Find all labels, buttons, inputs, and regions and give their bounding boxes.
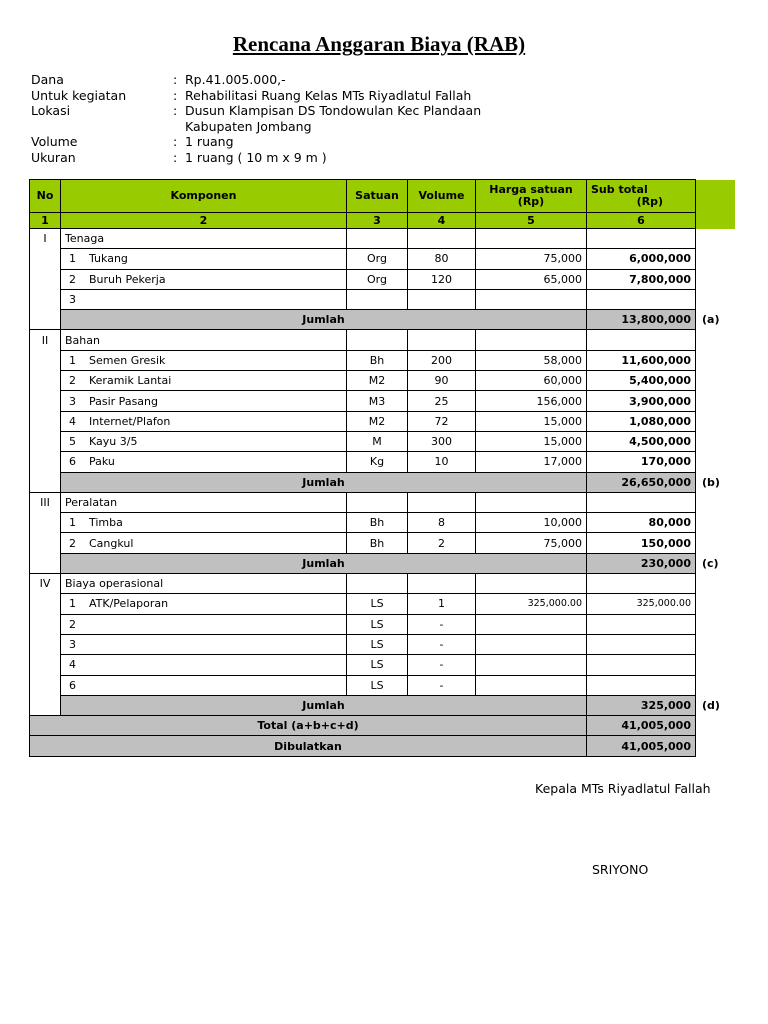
- row-spacer: [696, 330, 736, 350]
- no-cell: [30, 249, 61, 269]
- item-harga: 15,000: [476, 431, 587, 451]
- item-komponen: [61, 289, 347, 309]
- info-row: [31, 88, 481, 104]
- item-volume: -: [408, 614, 476, 634]
- row-spacer: [696, 574, 736, 594]
- info-row: [31, 103, 481, 119]
- item-volume: -: [408, 634, 476, 654]
- item-volume: -: [408, 655, 476, 675]
- item-number: 2: [69, 272, 76, 286]
- empty-cell: [408, 229, 476, 249]
- item-harga: 156,000: [476, 391, 587, 411]
- item-subtotal: 11,600,000: [587, 350, 696, 370]
- jumlah-row: [30, 310, 736, 330]
- section-row: [30, 492, 736, 512]
- jumlah-value: 13,800,000: [587, 310, 696, 330]
- project-info: [31, 72, 481, 165]
- item-harga: [476, 634, 587, 654]
- jumlah-value: 325,000: [587, 695, 696, 715]
- no-cell: [30, 310, 61, 330]
- column-number-row: [30, 213, 736, 229]
- header-harga: [476, 180, 587, 213]
- row-spacer: [696, 594, 736, 614]
- item-harga: 75,000: [476, 533, 587, 553]
- row-spacer: [696, 350, 736, 370]
- info-row: [31, 134, 481, 150]
- empty-cell: [347, 330, 408, 350]
- row-spacer: [696, 492, 736, 512]
- no-cell: [30, 533, 61, 553]
- item-name: Buruh Pekerja: [89, 272, 166, 286]
- item-number: 6: [69, 678, 76, 692]
- empty-cell: [587, 330, 696, 350]
- item-subtotal: [587, 675, 696, 695]
- col-number: 5: [476, 213, 587, 229]
- item-harga: 15,000: [476, 411, 587, 431]
- item-harga: [476, 675, 587, 695]
- budget-table: [29, 179, 736, 757]
- header-subtotal-line1: Sub total: [591, 183, 648, 196]
- item-subtotal: [587, 655, 696, 675]
- info-value: 1 ruang ( 10 m x 9 m ): [185, 149, 327, 165]
- row-spacer: [696, 675, 736, 695]
- item-satuan: Org: [347, 249, 408, 269]
- no-cell: [30, 614, 61, 634]
- item-komponen: [61, 594, 347, 614]
- item-komponen: [61, 371, 347, 391]
- item-subtotal: 7,800,000: [587, 269, 696, 289]
- info-row: [31, 72, 481, 88]
- jumlah-row: [30, 553, 736, 573]
- jumlah-tag: (b): [702, 475, 720, 489]
- item-komponen: [61, 452, 347, 472]
- item-name: Keramik Lantai: [89, 374, 172, 388]
- item-volume: 72: [408, 411, 476, 431]
- rounded-label: Dibulatkan: [30, 736, 587, 756]
- item-komponen: [61, 391, 347, 411]
- no-cell: [30, 269, 61, 289]
- item-satuan: M: [347, 431, 408, 451]
- item-volume: 200: [408, 350, 476, 370]
- item-komponen: [61, 655, 347, 675]
- table-row: [30, 289, 736, 309]
- item-volume: -: [408, 675, 476, 695]
- item-volume: 8: [408, 513, 476, 533]
- empty-cell: [587, 492, 696, 512]
- empty-cell: [476, 229, 587, 249]
- item-volume: 300: [408, 431, 476, 451]
- item-satuan: Bh: [347, 513, 408, 533]
- item-subtotal: 80,000: [587, 513, 696, 533]
- section-row: [30, 229, 736, 249]
- item-satuan: LS: [347, 634, 408, 654]
- empty-cell: [476, 330, 587, 350]
- item-harga: 58,000: [476, 350, 587, 370]
- row-spacer: [696, 229, 736, 249]
- item-satuan: LS: [347, 594, 408, 614]
- item-subtotal: [587, 634, 696, 654]
- item-name: Internet/Plafon: [89, 414, 171, 428]
- total-row: [30, 716, 736, 736]
- row-spacer: [696, 452, 736, 472]
- row-spacer: [696, 716, 736, 736]
- item-satuan: [347, 289, 408, 309]
- table-row: [30, 249, 736, 269]
- row-spacer: [696, 269, 736, 289]
- empty-cell: [347, 229, 408, 249]
- info-value: Dusun Klampisan DS Tondowulan Kec Plandaan: [185, 103, 482, 118]
- item-harga: 17,000: [476, 452, 587, 472]
- jumlah-label: Jumlah: [61, 695, 587, 715]
- col-number: 6: [587, 213, 696, 229]
- item-subtotal: 170,000: [587, 452, 696, 472]
- header-satuan: Satuan: [347, 180, 408, 213]
- rounded-value: 41,005,000: [587, 736, 696, 756]
- item-satuan: M2: [347, 411, 408, 431]
- header-spacer: [696, 180, 736, 213]
- jumlah-label: Jumlah: [61, 472, 587, 492]
- col-number: 2: [61, 213, 347, 229]
- empty-cell: [347, 492, 408, 512]
- item-number: 2: [69, 374, 76, 388]
- info-row: [31, 150, 481, 166]
- item-number: 1: [69, 353, 76, 367]
- item-subtotal: 3,900,000: [587, 391, 696, 411]
- no-cell: [30, 289, 61, 309]
- info-colon: :: [173, 103, 178, 118]
- row-spacer: [696, 431, 736, 451]
- table-row: [30, 371, 736, 391]
- table-row: [30, 513, 736, 533]
- item-harga: 75,000: [476, 249, 587, 269]
- item-satuan: M3: [347, 391, 408, 411]
- info-colon: :: [173, 149, 178, 165]
- item-komponen: [61, 431, 347, 451]
- no-cell: [30, 431, 61, 451]
- item-harga: [476, 289, 587, 309]
- section-number: IV: [30, 574, 61, 594]
- item-volume: 2: [408, 533, 476, 553]
- header-subtotal-line2: (Rp): [636, 195, 663, 208]
- section-name: Biaya operasional: [61, 574, 347, 594]
- item-number: 1: [69, 252, 76, 266]
- info-value: 1 ruang: [185, 134, 234, 149]
- row-spacer: [696, 249, 736, 269]
- no-cell: [30, 695, 61, 715]
- header-harga-line1: Harga satuan: [489, 183, 573, 196]
- item-name: Semen Gresik: [89, 353, 166, 367]
- table-row: [30, 614, 736, 634]
- table-row: [30, 391, 736, 411]
- info-row: [31, 119, 481, 135]
- table-row: [30, 431, 736, 451]
- item-subtotal: 5,400,000: [587, 371, 696, 391]
- no-cell: [30, 675, 61, 695]
- table-row: [30, 269, 736, 289]
- item-number: 6: [69, 455, 76, 469]
- item-number: 5: [69, 435, 76, 449]
- header-komponen: Komponen: [61, 180, 347, 213]
- item-satuan: Bh: [347, 533, 408, 553]
- info-colon: :: [173, 134, 178, 149]
- header-volume: Volume: [408, 180, 476, 213]
- header-harga-line2: (Rp): [517, 195, 545, 208]
- item-volume: [408, 289, 476, 309]
- row-spacer: [696, 371, 736, 391]
- info-label: Ukuran: [31, 149, 76, 165]
- item-number: 3: [69, 638, 76, 652]
- item-subtotal: 325,000.00: [587, 594, 696, 614]
- item-volume: 120: [408, 269, 476, 289]
- info-colon: :: [173, 72, 178, 87]
- item-komponen: [61, 533, 347, 553]
- item-subtotal: 1,080,000: [587, 411, 696, 431]
- total-value: 41,005,000: [587, 716, 696, 736]
- item-satuan: LS: [347, 655, 408, 675]
- item-volume: 10: [408, 452, 476, 472]
- section-number: II: [30, 330, 61, 350]
- header-no: No: [30, 180, 61, 213]
- item-name: Cangkul: [89, 536, 134, 550]
- rounded-row: [30, 736, 736, 756]
- item-volume: 80: [408, 249, 476, 269]
- jumlah-row: [30, 472, 736, 492]
- table-row: [30, 655, 736, 675]
- item-name: Paku: [89, 455, 115, 469]
- item-satuan: LS: [347, 614, 408, 634]
- no-cell: [30, 553, 61, 573]
- jumlah-tag: (c): [702, 556, 719, 570]
- item-harga: [476, 614, 587, 634]
- item-satuan: Org: [347, 269, 408, 289]
- item-harga: 60,000: [476, 371, 587, 391]
- no-cell: [30, 371, 61, 391]
- section-name: Tenaga: [61, 229, 347, 249]
- item-volume: 90: [408, 371, 476, 391]
- item-number: 3: [69, 293, 76, 307]
- empty-cell: [476, 492, 587, 512]
- item-satuan: Kg: [347, 452, 408, 472]
- item-number: 2: [69, 536, 76, 550]
- item-subtotal: 4,500,000: [587, 431, 696, 451]
- table-row: [30, 594, 736, 614]
- no-cell: [30, 472, 61, 492]
- no-cell: [30, 655, 61, 675]
- header-subtotal: [587, 180, 696, 213]
- empty-cell: [408, 330, 476, 350]
- table-row: [30, 634, 736, 654]
- item-komponen: [61, 513, 347, 533]
- item-komponen: [61, 411, 347, 431]
- row-spacer: [696, 411, 736, 431]
- jumlah-value: 26,650,000: [587, 472, 696, 492]
- item-number: 1: [69, 597, 76, 611]
- section-number: I: [30, 229, 61, 249]
- jumlah-row: [30, 695, 736, 715]
- item-subtotal: [587, 614, 696, 634]
- jumlah-tag: (d): [702, 698, 720, 712]
- row-spacer: [696, 289, 736, 309]
- item-name: ATK/Pelaporan: [89, 597, 169, 611]
- signature-name: SRIYONO: [592, 862, 649, 877]
- item-number: 4: [69, 658, 76, 672]
- table-row: [30, 411, 736, 431]
- info-label: Untuk kegiatan: [31, 87, 127, 103]
- info-colon: :: [173, 87, 178, 103]
- row-spacer: [696, 533, 736, 553]
- empty-cell: [476, 574, 587, 594]
- section-number: III: [30, 492, 61, 512]
- item-subtotal: 150,000: [587, 533, 696, 553]
- jumlah-label: Jumlah: [61, 310, 587, 330]
- section-row: [30, 574, 736, 594]
- signature-role: Kepala MTs Riyadlatul Fallah: [535, 781, 711, 796]
- item-name: Pasir Pasang: [89, 394, 158, 408]
- section-name: Bahan: [61, 330, 347, 350]
- col-number-spacer: [696, 213, 736, 229]
- section-name: Peralatan: [61, 492, 347, 512]
- jumlah-value: 230,000: [587, 553, 696, 573]
- item-komponen: [61, 269, 347, 289]
- total-label: Total (a+b+c+d): [30, 716, 587, 736]
- empty-cell: [587, 229, 696, 249]
- jumlah-tag: (a): [702, 313, 720, 327]
- no-cell: [30, 452, 61, 472]
- item-subtotal: 6,000,000: [587, 249, 696, 269]
- item-subtotal: [587, 289, 696, 309]
- item-satuan: Bh: [347, 350, 408, 370]
- table-row: [30, 452, 736, 472]
- item-harga: 325,000.00: [476, 594, 587, 614]
- item-number: 1: [69, 516, 76, 530]
- row-spacer: [696, 513, 736, 533]
- item-komponen: [61, 249, 347, 269]
- no-cell: [30, 391, 61, 411]
- item-harga: 65,000: [476, 269, 587, 289]
- item-satuan: M2: [347, 371, 408, 391]
- info-label: Dana: [31, 72, 64, 87]
- table-row: [30, 675, 736, 695]
- item-name: Tukang: [89, 252, 128, 266]
- row-spacer: [696, 655, 736, 675]
- item-name: Timba: [89, 516, 123, 530]
- table-header-row: [30, 180, 736, 213]
- item-komponen: [61, 350, 347, 370]
- document-title: Rencana Anggaran Biaya (RAB): [232, 32, 526, 56]
- no-cell: [30, 594, 61, 614]
- info-value: Rp.41.005.000,-: [185, 72, 286, 87]
- col-number: 4: [408, 213, 476, 229]
- row-spacer: [696, 736, 736, 756]
- item-name: Kayu 3/5: [89, 435, 138, 449]
- item-satuan: LS: [347, 675, 408, 695]
- no-cell: [30, 634, 61, 654]
- item-komponen: [61, 675, 347, 695]
- item-volume: 1: [408, 594, 476, 614]
- jumlah-label: Jumlah: [61, 553, 587, 573]
- table-row: [30, 350, 736, 370]
- row-spacer: [696, 614, 736, 634]
- info-label: Lokasi: [31, 103, 71, 118]
- col-number: 1: [30, 213, 61, 229]
- item-number: 2: [69, 617, 76, 631]
- item-volume: 25: [408, 391, 476, 411]
- item-number: 4: [69, 414, 76, 428]
- row-spacer: [696, 391, 736, 411]
- empty-cell: [347, 574, 408, 594]
- item-harga: 10,000: [476, 513, 587, 533]
- no-cell: [30, 513, 61, 533]
- section-row: [30, 330, 736, 350]
- item-komponen: [61, 614, 347, 634]
- item-komponen: [61, 634, 347, 654]
- info-value: Kabupaten Jombang: [185, 118, 312, 134]
- item-harga: [476, 655, 587, 675]
- empty-cell: [408, 492, 476, 512]
- no-cell: [30, 411, 61, 431]
- info-value: Rehabilitasi Ruang Kelas MTs Riyadlatul Fallah: [185, 87, 472, 103]
- item-number: 3: [69, 394, 76, 408]
- empty-cell: [587, 574, 696, 594]
- table-row: [30, 533, 736, 553]
- row-spacer: [696, 634, 736, 654]
- no-cell: [30, 350, 61, 370]
- empty-cell: [408, 574, 476, 594]
- info-label: Volume: [31, 134, 78, 149]
- col-number: 3: [347, 213, 408, 229]
